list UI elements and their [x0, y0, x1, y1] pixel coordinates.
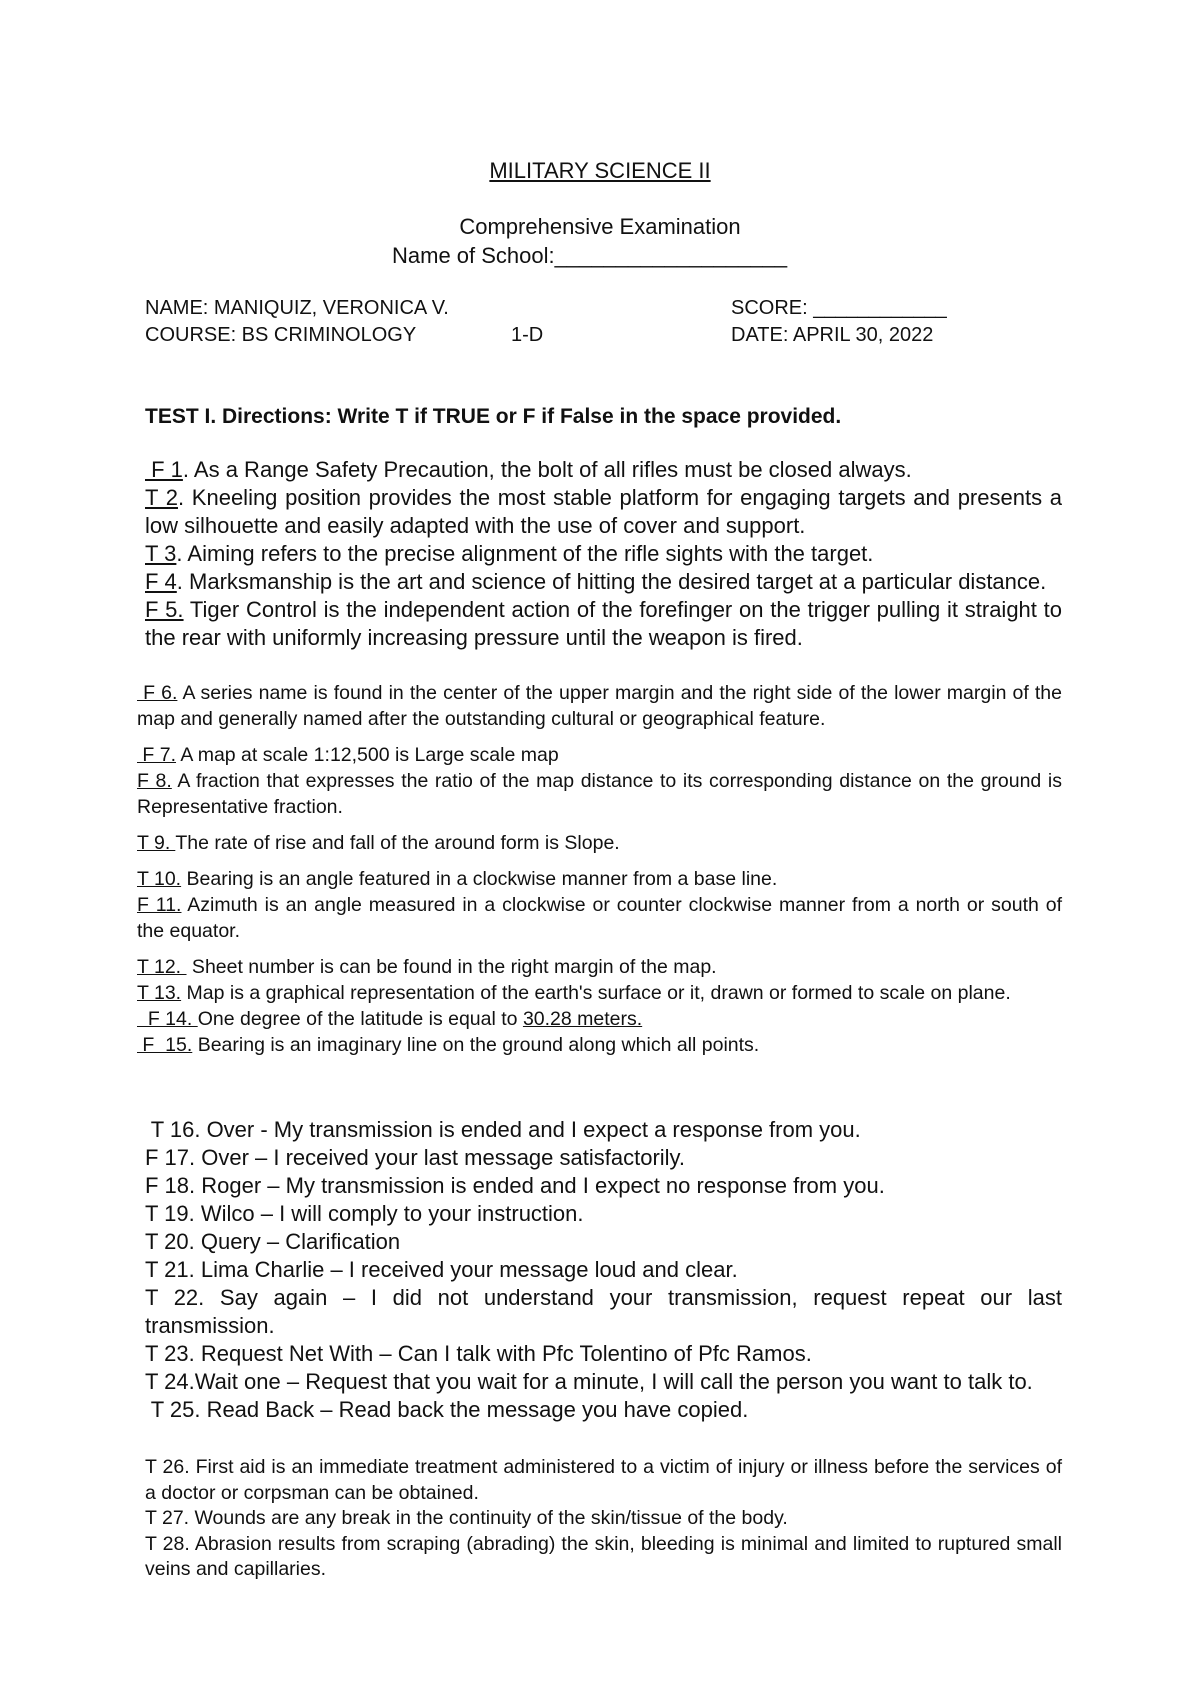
question-item — [137, 830, 1062, 856]
items-6-15 — [137, 680, 1062, 1058]
question-item: T 25. Read Back – Read back the message you have copied. — [145, 1397, 749, 1422]
question-item — [137, 892, 1062, 944]
course: COURSE: BS CRIMINOLOGY — [145, 324, 417, 346]
student-name: NAME: MANIQUIZ, VERONICA V. — [145, 297, 449, 319]
question-item — [145, 456, 1062, 484]
question-item — [137, 742, 1062, 768]
question-item — [137, 1032, 1062, 1058]
question-item: T 24.Wait one – Request that you wait for a minute, I will call the person you want to talk to. — [145, 1369, 1033, 1394]
question-item — [137, 768, 1062, 820]
question-text: One degree of the latitude is equal to — [197, 1008, 523, 1030]
exam-date: DATE: APRIL 30, 2022 — [731, 324, 934, 346]
question-item: T 23. Request Net With – Can I talk with Pfc Tolentino of Pfc Ramos. — [145, 1341, 812, 1366]
question-item: F 18. Roger – My transmission is ended and I expect no response from you. — [145, 1173, 885, 1198]
question-text: . As a Range Safety Precaution, the bolt of all rifles must be closed always. — [182, 457, 912, 482]
school-name-field: Name of School:___________________ — [392, 243, 788, 268]
answer: F 6. — [137, 682, 178, 704]
answer: T 13. — [137, 982, 182, 1004]
answer: F 5. — [145, 597, 184, 622]
items-1-5 — [145, 456, 1062, 652]
question-text: The rate of rise and fall of the around form is Slope. — [175, 832, 620, 854]
question-item — [145, 596, 1062, 652]
answer: T 2 — [145, 485, 178, 510]
answer: F 7. — [137, 744, 177, 766]
answer: F 15. — [137, 1034, 193, 1056]
question-text: A map at scale 1:12,500 is Large scale map — [176, 744, 559, 766]
answer: T 10. — [137, 868, 182, 890]
answer: F 8. — [137, 770, 172, 792]
items-16-25 — [145, 1116, 1062, 1424]
question-text: Bearing is an imaginary line on the ground along which all points. — [192, 1034, 760, 1056]
question-text: Map is a graphical representation of the earth's surface or it, drawn or formed to scale on plane. — [181, 982, 1011, 1004]
question-text: Bearing is an angle featured in a clockwise manner from a base line. — [181, 868, 778, 890]
items-26-28 — [145, 1455, 1062, 1583]
question-text: Azimuth is an angle measured in a clockwise or counter clockwise manner from a north or south of the equator. — [137, 894, 1062, 942]
section: 1-D — [511, 324, 544, 346]
question-item: T 21. Lima Charlie – I received your message loud and clear. — [145, 1257, 738, 1282]
answer: 30.28 meters. — [522, 1008, 643, 1030]
question-item — [145, 540, 1062, 568]
answer: T 3 — [145, 541, 177, 566]
question-item: T 19. Wilco – I will comply to your instruction. — [145, 1201, 584, 1226]
answer: F 1 — [145, 457, 183, 482]
test-directions: TEST I. Directions: Write T if TRUE or F if False in the space provided. — [145, 405, 842, 428]
score-field: SCORE: ____________ — [731, 297, 947, 319]
question-text: . Marksmanship is the art and science of hitting the desired target at a particular distance. — [176, 569, 1047, 594]
question-text: . Aiming refers to the precise alignment of the rifle sights with the target. — [176, 541, 874, 566]
question-item — [137, 1006, 1062, 1032]
exam-subtitle: Comprehensive Examination — [459, 214, 741, 239]
question-item: T 27. Wounds are any break in the continuity of the skin/tissue of the body. — [145, 1507, 788, 1529]
question-item — [137, 980, 1062, 1006]
question-item: T 26. First aid is an immediate treatment administered to a victim of injury or illness before the services of a doctor or corpsman can be obtained. — [145, 1456, 1062, 1504]
question-item: F 17. Over – I received your last message satisfactorily. — [145, 1145, 686, 1170]
question-item — [137, 954, 1062, 980]
question-item: T 20. Query – Clarification — [145, 1229, 401, 1254]
question-item: T 16. Over - My transmission is ended and I expect a response from you. — [145, 1117, 861, 1142]
question-item: T 22. Say again – I did not understand your transmission, request repeat our last transmission. — [145, 1285, 1062, 1338]
question-item — [145, 484, 1062, 540]
answer: T 9. — [137, 832, 176, 854]
question-text: A series name is found in the center of the upper margin and the right side of the lower margin of the map and generally named after the outstanding cultural or geographical feature. — [137, 682, 1063, 730]
answer: F 4 — [145, 569, 177, 594]
question-item: T 28. Abrasion results from scraping (abrading) the skin, bleeding is minimal and limited to ruptured small veins and capillaries. — [145, 1532, 1062, 1580]
question-item — [137, 866, 1062, 892]
exam-title: MILITARY SCIENCE II — [489, 158, 711, 183]
question-text: A fraction that expresses the ratio of the map distance to its corresponding distance on the ground is Representative fraction. — [137, 770, 1062, 818]
question-text: . Kneeling position provides the most stable platform for engaging targets and presents a low silhouette and easily adapted with the use of cover and support. — [145, 485, 1063, 538]
answer: F 14. — [137, 1008, 198, 1030]
answer: F 11. — [137, 894, 182, 916]
question-item — [137, 680, 1062, 732]
answer: T 12. — [137, 956, 187, 978]
question-text: Tiger Control is the independent action of the forefinger on the trigger pulling it straight to the rear with uniformly increasing pressure until the weapon is fired. — [145, 597, 1062, 650]
question-item — [145, 568, 1062, 596]
question-text: Sheet number is can be found in the right margin of the map. — [186, 956, 717, 978]
